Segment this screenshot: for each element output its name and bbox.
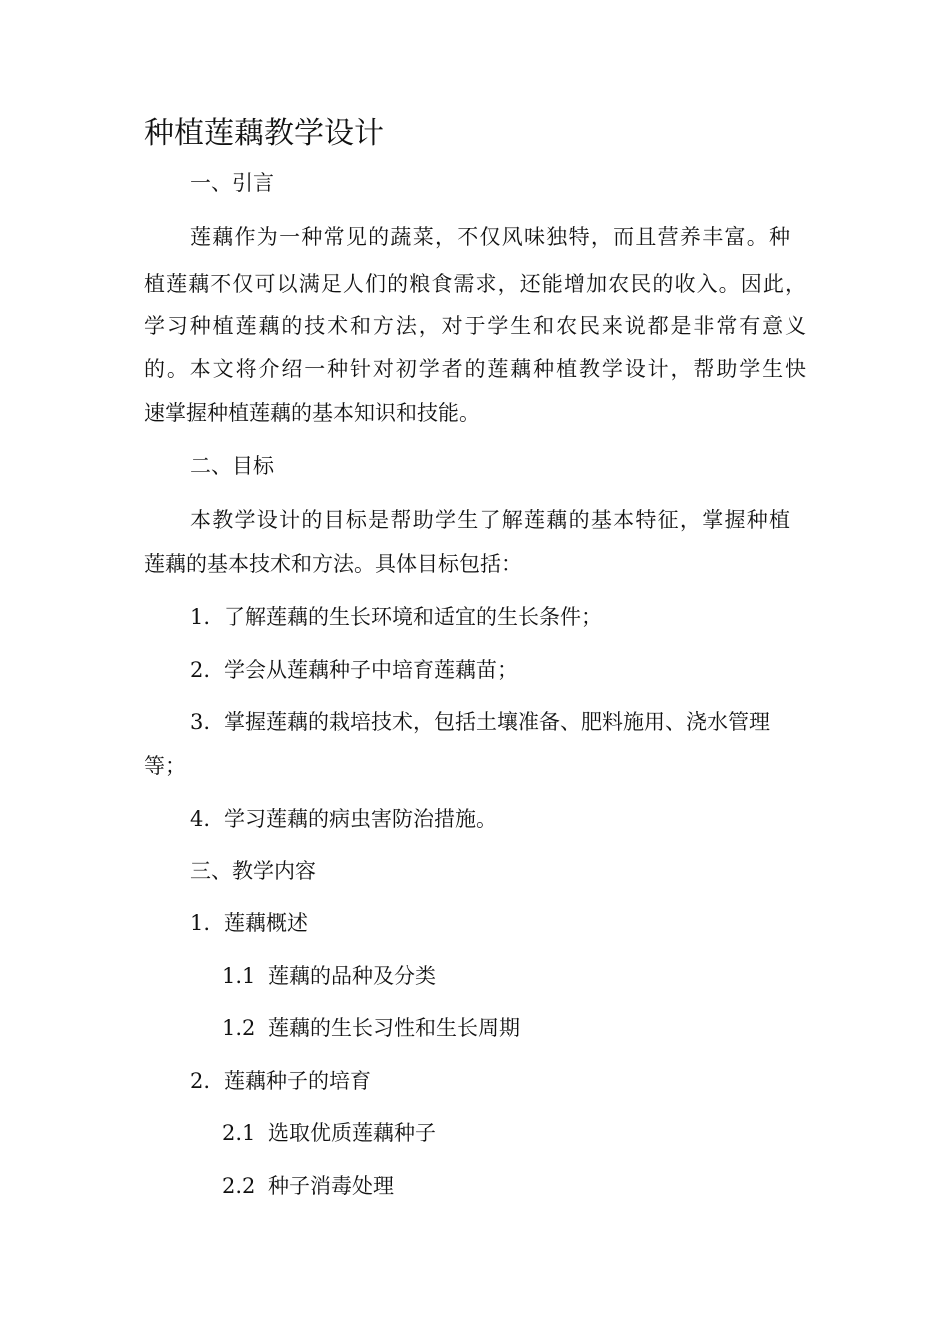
outline-subitem bbox=[222, 1013, 520, 1043]
outline-item-text: 莲藕概述 bbox=[224, 911, 308, 935]
document-title: 种植莲藕教学设计 bbox=[144, 116, 384, 151]
paragraph-line: 速掌握种植莲藕的基本知识和技能。 bbox=[144, 401, 480, 425]
outline-subitem-number: 1.2 bbox=[222, 1016, 256, 1040]
outline-subitem bbox=[222, 1171, 394, 1201]
outline-subitem-number: 2.2 bbox=[222, 1174, 256, 1198]
outline-item bbox=[190, 1066, 371, 1096]
paragraph-line: 的。本文将介绍一种针对初学者的莲藕种植教学设计，帮助学生快 bbox=[144, 357, 806, 381]
outline-subitem-text: 选取优质莲藕种子 bbox=[268, 1121, 436, 1145]
outline-subitem-text: 种子消毒处理 bbox=[268, 1174, 394, 1198]
list-item bbox=[190, 707, 770, 737]
list-item-continuation: 等； bbox=[144, 754, 186, 778]
outline-subitem bbox=[222, 961, 436, 991]
list-item bbox=[190, 804, 497, 834]
section-heading-intro: 一、引言 bbox=[190, 171, 274, 195]
outline-subitem bbox=[222, 1118, 436, 1148]
list-item-text: 了解莲藕的生长环境和适宜的生长条件； bbox=[224, 605, 602, 629]
section-heading-content: 三、教学内容 bbox=[190, 859, 316, 883]
list-item-number: 3. bbox=[190, 710, 211, 734]
outline-item-number: 1. bbox=[190, 911, 211, 935]
paragraph-line: 莲藕作为一种常见的蔬菜，不仅风味独特，而且营养丰富。种 bbox=[190, 225, 790, 249]
outline-subitem-number: 2.1 bbox=[222, 1121, 256, 1145]
outline-subitem-number: 1.1 bbox=[222, 964, 256, 988]
list-item-number: 1. bbox=[190, 605, 211, 629]
paragraph-line: 植莲藕不仅可以满足人们的粮食需求，还能增加农民的收入。因此， bbox=[144, 272, 806, 296]
outline-subitem-text: 莲藕的品种及分类 bbox=[268, 964, 436, 988]
outline-item-text: 莲藕种子的培育 bbox=[224, 1069, 371, 1093]
outline-item bbox=[190, 908, 308, 938]
list-item bbox=[190, 602, 602, 632]
list-item-number: 4. bbox=[190, 807, 211, 831]
section-heading-goals: 二、目标 bbox=[190, 454, 274, 478]
outline-subitem-text: 莲藕的生长习性和生长周期 bbox=[268, 1016, 520, 1040]
list-item bbox=[190, 655, 518, 685]
list-item-text: 掌握莲藕的栽培技术，包括土壤准备、肥料施用、浇水管理 bbox=[224, 710, 770, 734]
paragraph-line: 莲藕的基本技术和方法。具体目标包括： bbox=[144, 552, 522, 576]
list-item-text: 学会从莲藕种子中培育莲藕苗； bbox=[224, 658, 518, 682]
paragraph-line: 本教学设计的目标是帮助学生了解莲藕的基本特征，掌握种植 bbox=[190, 508, 790, 532]
paragraph-line: 学习种植莲藕的技术和方法，对于学生和农民来说都是非常有意义 bbox=[144, 314, 806, 338]
list-item-number: 2. bbox=[190, 658, 211, 682]
outline-item-number: 2. bbox=[190, 1069, 211, 1093]
list-item-text: 学习莲藕的病虫害防治措施。 bbox=[224, 807, 497, 831]
